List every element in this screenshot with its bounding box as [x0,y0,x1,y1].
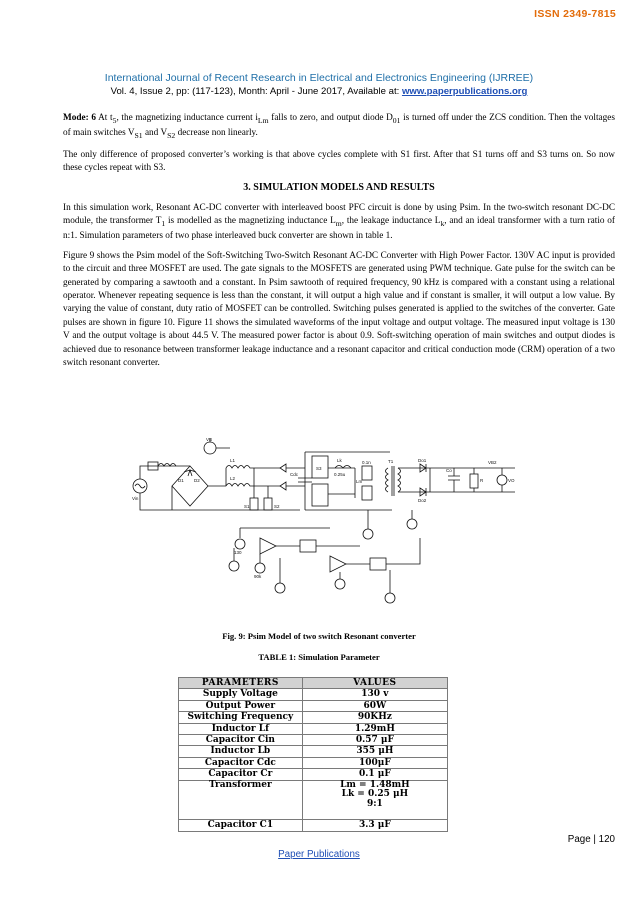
svg-text:D1: D1 [178,478,184,483]
page-number: Page | 120 [567,834,615,845]
param-cell: Transformer [179,780,303,820]
volume-text: Vol. 4, Issue 2, pp: (117-123), Month: April - June 2017, Available at: [110,86,402,97]
issn-label: ISSN 2349-7815 [534,8,616,20]
svg-text:L1: L1 [230,458,236,463]
value-cell: 60W [302,700,447,711]
table-row [179,723,448,734]
table-row [179,712,448,723]
transformer-lm: Lm = 1.48mH [340,779,410,790]
section-heading: 3. SIMULATION MODELS AND RESULTS [243,182,435,194]
svg-text:S2: S2 [274,504,280,509]
subscript: S2 [167,131,176,141]
svg-text:T1: T1 [388,459,394,464]
volume-line [0,86,638,97]
simulation-paragraph [63,202,615,244]
spacer [305,809,445,819]
value-cell: 3.3 μF [302,820,447,831]
text-run: decrease non linearly. [175,128,258,139]
svg-text:D2: D2 [194,478,200,483]
svg-text:Co: Co [446,468,452,473]
svg-text:L2: L2 [230,476,236,481]
figure-caption: Fig. 9: Psim Model of two switch Resonant converter [222,631,416,641]
value-cell: 0.57 μF [302,735,447,746]
svg-text:Do2: Do2 [418,498,427,503]
text-run: is turned off under the ZCS condition. Then the voltages of main switches V [63,113,615,139]
svg-text:Vin: Vin [132,496,139,501]
table-row [179,820,448,831]
value-cell: 90KHz [302,712,447,723]
subscript: 01 [392,115,401,125]
svg-text:Lm: Lm [356,479,363,484]
subscript: S1 [134,131,143,141]
svg-text:VB: VB [206,438,213,442]
param-cell: Capacitor C1 [179,820,303,831]
simulation-parameter-table [178,677,448,832]
value-cell: 0.1 μF [302,769,447,780]
text-run: , and an ideal transformer with a turn ratio of n:1. Simulation parameters of two phase interleaved buck converter are shown in table 1. [63,216,615,242]
header-parameters: PARAMETERS [179,678,303,689]
svg-text:VB2: VB2 [488,460,497,465]
text-run: , the leakage inductance L [341,216,441,227]
table-row [179,689,448,700]
mode6-label: Mode: 6 [63,113,96,123]
text-run: , the magnetizing inductance current i [116,113,258,123]
param-cell: Capacitor Cr [179,769,303,780]
value-cell: 1.29mH [302,723,447,734]
svg-text:0.25u: 0.25u [334,472,346,477]
svg-text:Do1: Do1 [418,458,427,463]
transformer-lk: Lk = 0.25 μH [341,789,409,800]
website-link[interactable]: www.paperpublications.org [401,86,528,97]
mode6-paragraph [63,112,615,143]
table-row [179,700,448,711]
text-run: falls to zero, and output diode D [268,113,393,123]
svg-text:R: R [480,478,484,483]
publisher-link[interactable]: Paper Publications [278,849,360,860]
body-text [63,112,615,376]
psim-circuit-diagram [130,438,530,608]
subscript: 5 [112,115,117,125]
table-title: TABLE 1: Simulation Parameter [258,652,380,662]
text-run: and V [142,128,168,139]
value-cell: 355 μH [302,746,447,757]
svg-text:Cdc: Cdc [290,472,299,477]
param-cell: Inductor Lb [179,746,303,757]
svg-text:90k: 90k [254,574,262,579]
table-row [179,757,448,768]
table-header-row [179,678,448,689]
param-cell: Supply Voltage [179,689,303,700]
subscript: k [440,218,445,228]
table-row [179,735,448,746]
value-cell: 130 v [302,689,447,700]
transformer-ratio: 9:1 [366,798,383,809]
svg-text:S3: S3 [316,466,322,471]
header-values: VALUES [302,678,447,689]
difference-paragraph: The only difference of proposed converter’s working is that above cycles complete with S1 first. After that S1 turns off and S3 turns on. So now these cycles repeat with S3. [63,149,615,173]
table-row-transformer [179,780,448,820]
table-row [179,769,448,780]
param-cell: Capacitor Cdc [179,757,303,768]
text-run: is modelled as the magnetizing inductance L [165,216,336,227]
text-run: In this simulation work, Resonant AC-DC converter with interleaved boost PFC circuit is done by using Psim. In the two-switch resonant DC-DC module, the transformer T [63,202,615,227]
svg-text:S1: S1 [244,504,250,509]
figure9-paragraph: Figure 9 shows the Psim model of the Soft-Switching Two-Switch Resonant AC-DC Converter with High Power Factor. 130V AC input is provided to the circuit and three MOSFET are used. The gate signals to the MOSFETS are generated using PWM technique. Gate pulse for the switch can be generated by comparing a sawtooth and a constant. In Psim sawtooth of required frequency, 90 kHz is compared with a constant using a relational operator. Whenever repeating sequence is less than the constant, it will output a high value and if constant is smaller, it will output a low value. By varying the value of constant, duty ratio of MOSFET can be controlled. Switching pulses generated is applied to the switches of the converter. Gate pulses are shown in figure 10. Figure 11 shows the simulated waveforms of the input voltage and output voltage. The measured input voltage is 130 V and the output voltage is about 44.5 V. The measured power factor is about 0.9. Soft-switching operation of main switches and output diodes is achieved due to resonance between transformer leakage inductance and a resonant capacitor and critical conduction mode (CRM) operation of a two switch resonant converter. [63,250,615,369]
parameter-table [178,677,448,832]
svg-text:130: 130 [234,550,242,555]
param-cell: Switching Frequency [179,712,303,723]
svg-text:0.1n: 0.1n [362,460,371,465]
journal-title: International Journal of Recent Research in Electrical and Electronics Engineering (IJRREE) [104,72,534,84]
text-run: At t [95,113,113,123]
svg-text:VO: VO [508,478,515,483]
table-row [179,746,448,757]
param-cell: Inductor Lf [179,723,303,734]
subscript: 1 [161,218,166,228]
value-cell: 100μF [302,757,447,768]
svg-text:Lk: Lk [337,458,342,463]
subscript: Lm [257,115,269,125]
param-cell: Capacitor Cin [179,735,303,746]
value-cell [302,780,447,820]
param-cell: Output Power [179,700,303,711]
subscript: m [335,218,342,228]
